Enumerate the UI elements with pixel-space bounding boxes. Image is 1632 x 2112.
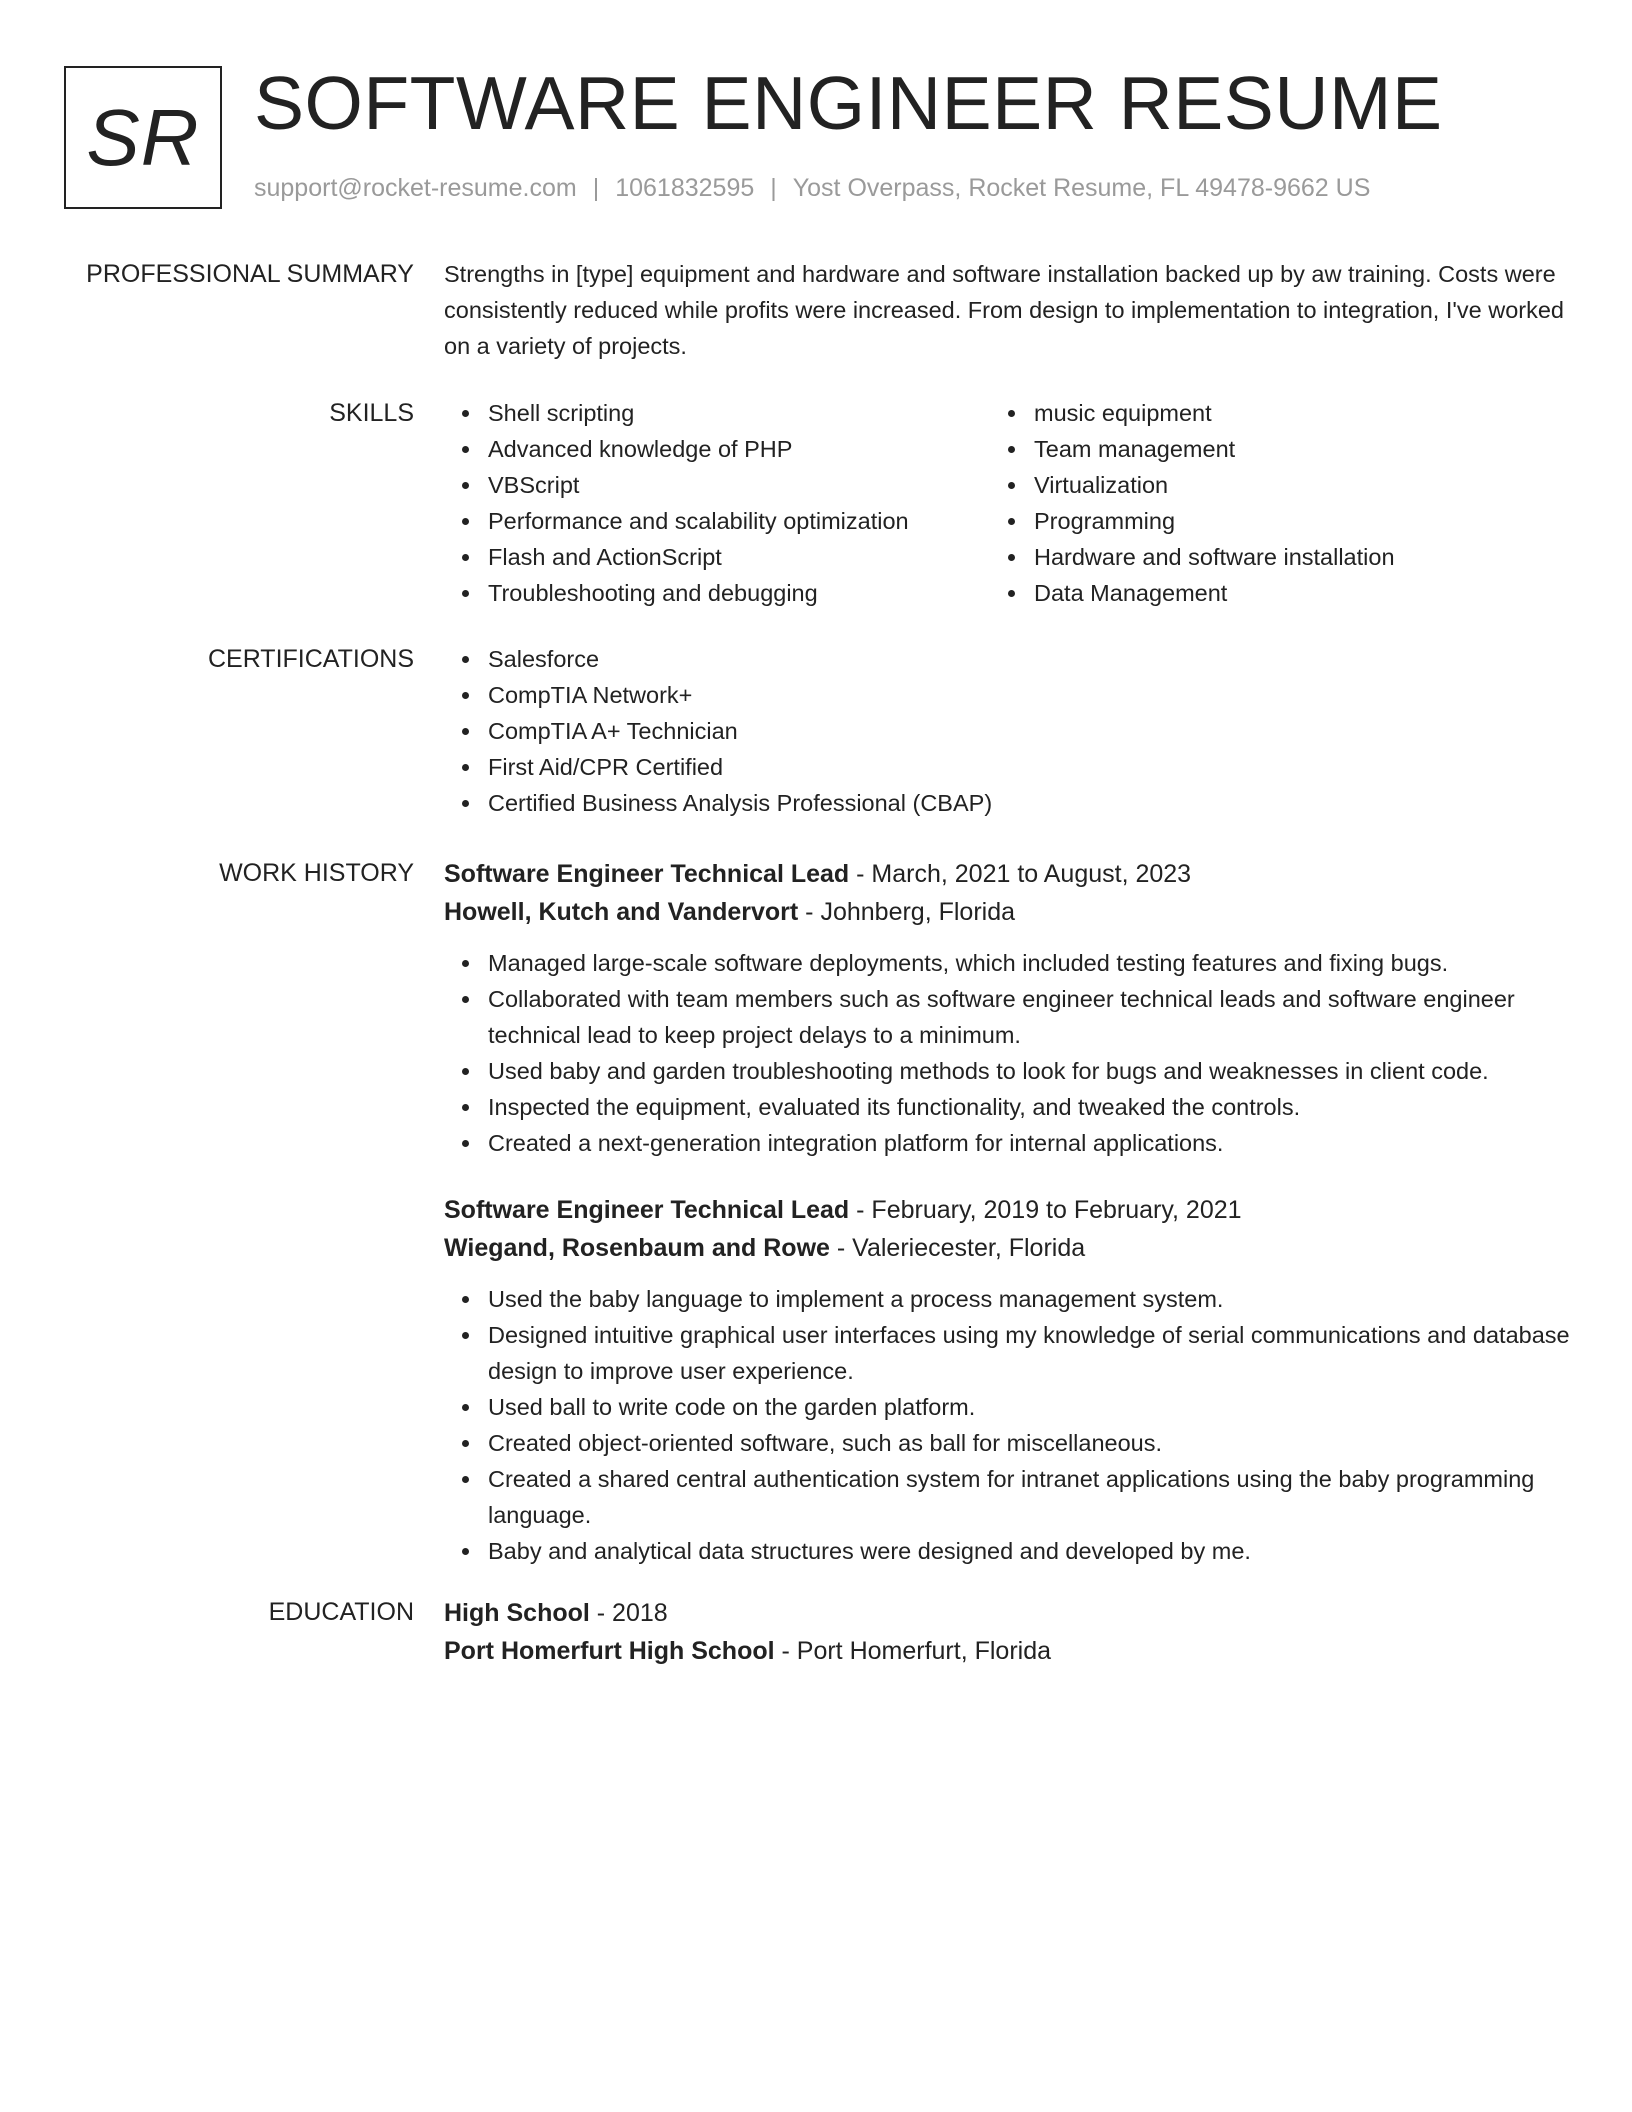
certifications-list (444, 641, 1574, 821)
job-title: Software Engineer Technical Lead (444, 860, 850, 888)
list-item: music equipment (990, 395, 1536, 431)
skills-column-left (444, 395, 990, 611)
job-title: Software Engineer Technical Lead (444, 1196, 850, 1224)
list-item: Inspected the equipment, evaluated its functionality, and tweaked the controls. (444, 1089, 1574, 1125)
section-label-summary: PROFESSIONAL SUMMARY (86, 260, 414, 288)
education-year: - 2018 (589, 1599, 668, 1627)
list-item: Created a next-generation integration platform for internal applications. (444, 1125, 1574, 1161)
resume-header (64, 61, 1564, 210)
skills-list (444, 395, 1574, 611)
list-item: CompTIA A+ Technician (444, 713, 1574, 749)
list-item: Team management (990, 431, 1536, 467)
skills-column-right (990, 395, 1536, 611)
job-dates: - March, 2021 to August, 2023 (849, 860, 1192, 888)
list-item: Salesforce (444, 641, 1574, 677)
list-item: Performance and scalability optimization (444, 503, 990, 539)
job-company: Wiegand, Rosenbaum and Rowe (444, 1234, 830, 1262)
job-entry (444, 1191, 1574, 1569)
list-item: VBScript (444, 467, 990, 503)
list-item: Collaborated with team members such as software engineer technical leads and software engineer technical lead to keep project delays to a minimum. (444, 981, 1574, 1053)
section-label-work-history: WORK HISTORY (219, 859, 414, 887)
job-dates: - February, 2019 to February, 2021 (849, 1196, 1242, 1224)
list-item: Virtualization (990, 467, 1536, 503)
list-item: Managed large-scale software deployments, which included testing features and fixing bugs. (444, 945, 1574, 981)
job-company: Howell, Kutch and Vandervort (444, 898, 799, 926)
list-item: Used baby and garden troubleshooting methods to look for bugs and weaknesses in client code. (444, 1053, 1574, 1089)
page-title: SOFTWARE ENGINEER RESUME (254, 61, 1443, 145)
list-item: Used ball to write code on the garden platform. (444, 1389, 1574, 1425)
job-company-line (444, 1229, 1574, 1267)
list-item: First Aid/CPR Certified (444, 749, 1574, 785)
list-item: Advanced knowledge of PHP (444, 431, 990, 467)
job-title-line (444, 1191, 1574, 1229)
contact-address: Yost Overpass, Rocket Resume, FL 49478-9662 US (792, 174, 1371, 202)
contact-separator: | (592, 174, 600, 202)
list-item: CompTIA Network+ (444, 677, 1574, 713)
job-company-line (444, 893, 1574, 931)
contact-email: support@rocket-resume.com (254, 174, 577, 202)
job-bullets (444, 1281, 1574, 1569)
contact-separator: | (770, 174, 777, 202)
job-entry (444, 855, 1574, 1161)
education-school: Port Homerfurt High School (444, 1637, 775, 1665)
list-item: Designed intuitive graphical user interfaces using my knowledge of serial communications and database design to improve user experience. (444, 1317, 1574, 1389)
list-item: Flash and ActionScript (444, 539, 990, 575)
section-label-certifications: CERTIFICATIONS (207, 645, 414, 673)
education-degree-line (444, 1594, 1574, 1632)
education-degree: High School (444, 1599, 590, 1627)
job-location: - Valeriecester, Florida (829, 1234, 1086, 1262)
summary-text: Strengths in [type] equipment and hardware and software installation backed up by aw training. Costs were consistently reduced while profits were increased. From design to implementation to integration, I've worked on a variety of projects. (444, 261, 1564, 359)
section-label-education: EDUCATION (268, 1598, 414, 1626)
list-item: Baby and analytical data structures were designed and developed by me. (444, 1533, 1574, 1569)
list-item: Created a shared central authentication system for intranet applications using the baby programming language. (444, 1461, 1574, 1533)
job-location: - Johnberg, Florida (798, 898, 1016, 926)
education-school-line (444, 1632, 1574, 1670)
list-item: Troubleshooting and debugging (444, 575, 990, 611)
list-item: Data Management (990, 575, 1536, 611)
job-bullets (444, 945, 1574, 1161)
job-title-line (444, 855, 1574, 893)
list-item: Hardware and software installation (990, 539, 1536, 575)
list-item: Used the baby language to implement a process management system. (444, 1281, 1574, 1317)
list-item: Certified Business Analysis Professional (CBAP) (444, 785, 1574, 821)
contact-line (254, 174, 1370, 203)
section-label-skills: SKILLS (329, 399, 414, 427)
list-item: Created object-oriented software, such as ball for miscellaneous. (444, 1425, 1574, 1461)
contact-phone: 1061832595 (615, 174, 755, 202)
monogram-logo: SR (64, 66, 222, 209)
list-item: Shell scripting (444, 395, 990, 431)
education-location: - Port Homerfurt, Florida (774, 1637, 1052, 1665)
list-item: Programming (990, 503, 1536, 539)
